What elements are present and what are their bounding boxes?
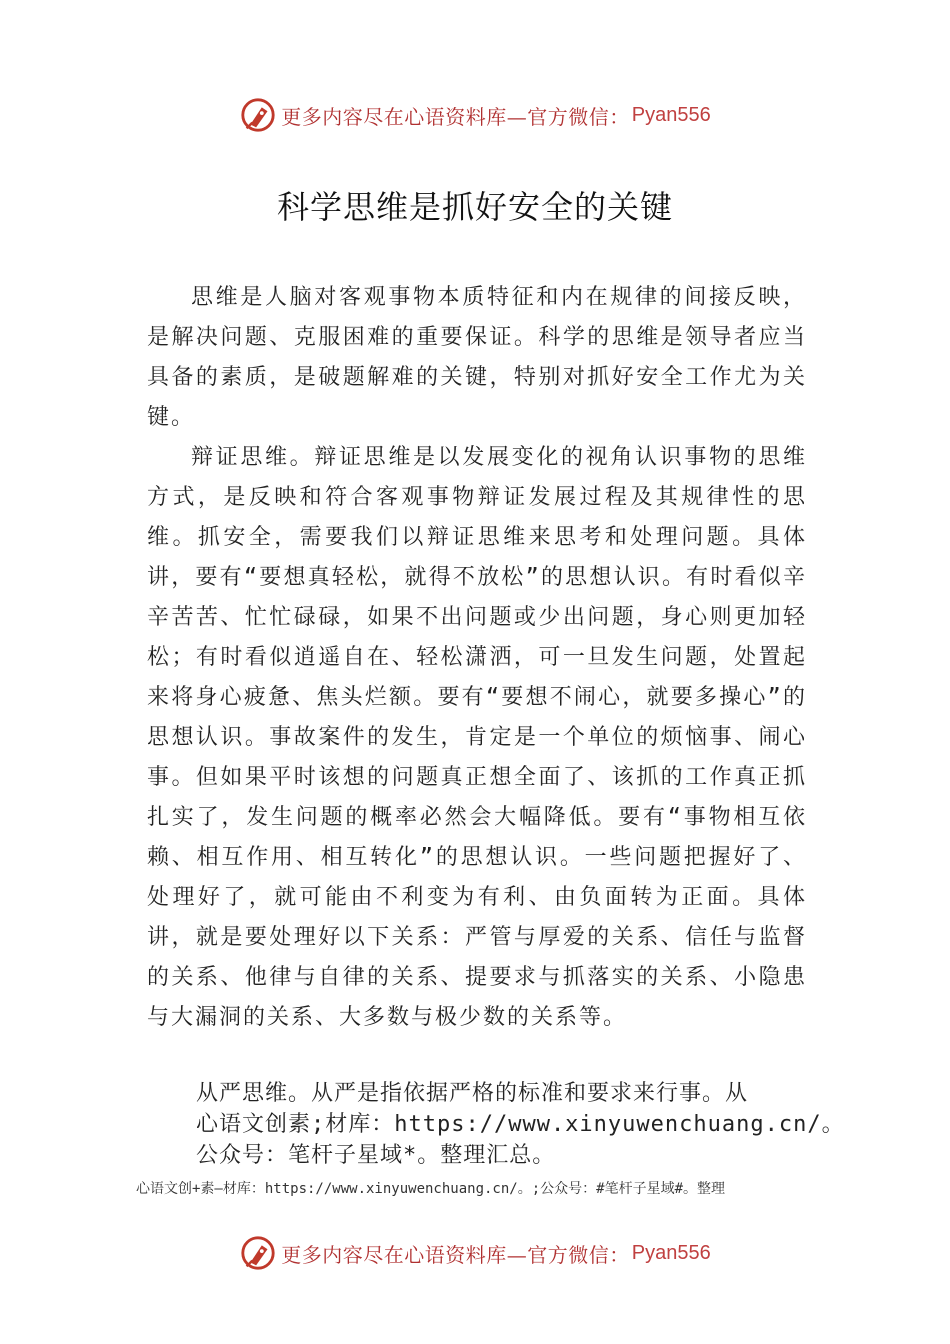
paragraph-strict-thinking (196, 1078, 845, 1171)
document-body (147, 278, 807, 1038)
footer-banner (0, 1233, 950, 1273)
document-title: 科学思维是抓好安全的关键 (276, 188, 673, 226)
banner-text: 更多内容尽在心语资料库—官方微信： (281, 1242, 630, 1267)
wechat-id: Pyan556 (631, 1241, 711, 1264)
header-banner (0, 95, 950, 135)
pen-nib-logo-icon (239, 1234, 277, 1272)
banner-text: 更多内容尽在心语资料库—官方微信： (281, 104, 630, 129)
paragraph-intro: 思维是人脑对客观事物本质特征和内在规律的间接反映，是解决问题、克服困难的重要保证。科学的思维是领导者应当具备的素质，是破题解难的关键，特别对抓好安全工作尤为关键。 (147, 285, 807, 430)
paragraph-dialectical-thinking: 辩证思维。辩证思维是以发展变化的视角认识事物的思维方式，是反映和符合客观事物辩证发展过程及其规律性的思维。抓安全，需要我们以辩证思维来思考和处理问题。具体讲，要有“要想真轻松，就得不放松”的思想认识。有时看似辛辛苦苦、忙忙碌碌，如果不出问题或少出问题，身心则更加轻松；有时看似逍遥自在、轻松潇洒，可一旦发生问题，处置起来将身心疲惫、焦头烂额。要有“要想不闹心，就要多操心”的思想认识。事故案件的发生，肯定是一个单位的烦恼事、闹心事。但如果平时该想的问题真正想全面了、该抓的工作真正抓扎实了，发生问题的概率必然会大幅降低。要有“事物相互依赖、相互作用、相互转化”的思想认识。一些问题把握好了、处理好了，就可能由不利变为有利、由负面转为正面。具体讲，就是要处理好以下关系：严管与厚爱的关系、信任与监督的关系、他律与自律的关系、提要求与抓落实的关系、小隐患与大漏洞的关系、大多数与极少数的关系等。 (147, 445, 807, 1030)
footer-note: 心语文创+素—材库：https://www.xinyuwenchuang.cn/。;公众号：#笔杆子星域#。整理 (136, 1181, 726, 1197)
pen-nib-logo-icon (239, 96, 277, 134)
wechat-id: Pyan556 (631, 103, 711, 126)
tail-line: 心语文创素;材库：https://www.xinyuwenchuang.cn/。 (196, 1112, 845, 1137)
tail-line: 从严思维。从严是指依据严格的标准和要求来行事。从 (196, 1081, 749, 1106)
tail-line: 公众号：笔杆子星域*。整理汇总。 (196, 1143, 556, 1168)
